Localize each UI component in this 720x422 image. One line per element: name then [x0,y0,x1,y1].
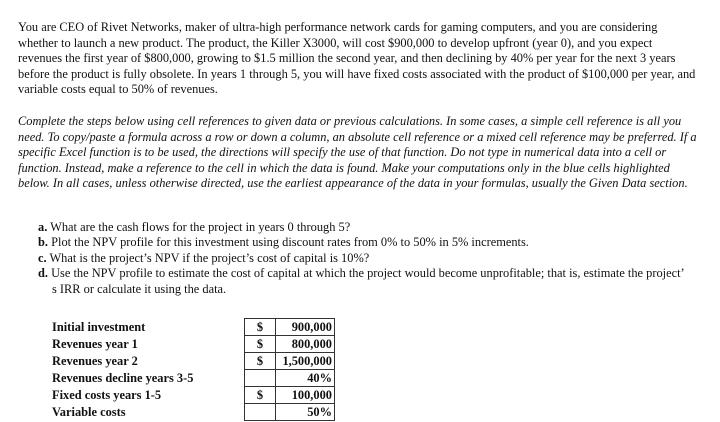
question-d-continuation: s IRR or calculate it using the data. [52,281,227,296]
dollar-sign-cell[interactable]: $ [245,353,276,370]
dollar-sign-cell[interactable]: $ [245,319,276,336]
row-label: Initial investment [52,319,146,334]
table-row [52,387,335,404]
value-cell[interactable]: 50% [276,404,335,421]
empty-dollar-cell[interactable] [245,404,276,421]
dollar-sign-cell[interactable]: $ [245,387,276,404]
row-label: Fixed costs years 1-5 [52,387,162,402]
value-cell[interactable]: 900,000 [276,319,335,336]
row-label: Variable costs [52,404,126,419]
table-row [52,370,335,387]
problem-intro: You are CEO of Rivet Networks, maker of ultra-high performance network cards for gaming computers, and you are considering whether to launch a new product. The product, the Killer X3000, will cost $900,000 to develop upfront (year 0), and you expect revenues the first year of $800,000, growing to $1.5 million the second year, and then declining by 40% per year for the next 3 years before the product is fully obsolete. In years 1 through 5, you will have fixed costs associated with the product of $100,000 per year, and variable costs equal to 50% of revenues. [18,20,696,97]
table-row [52,319,335,336]
table-row [52,353,335,370]
table-row [52,404,335,421]
value-cell[interactable]: 800,000 [276,336,335,353]
question-b: b. Plot the NPV profile for this investment using discount rates from 0% to 50% in 5% increments. [38,235,529,250]
value-cell[interactable]: 1,500,000 [276,353,335,370]
question-c: c. What is the project’s NPV if the project’s cost of capital is 10%? [38,250,370,265]
question-list [38,220,698,297]
value-cell[interactable]: 40% [276,370,335,387]
question-d: d. Use the NPV profile to estimate the cost of capital at which the project would become unprofitable; that is, estimate the project’ [38,266,685,281]
value-cell[interactable]: 100,000 [276,387,335,404]
question-a: a. What are the cash flows for the project in years 0 through 5? [38,220,351,234]
instructions-text: Complete the steps below using cell references to given data or previous calculations. In some cases, a simple cell reference is all you need. To copy/paste a formula across a row or down a column, an absolute cell reference or a mixed cell reference may be preferred. If a specific Excel function is to be used, the directions will specify the use of that function. Do not type in numerical data into a cell or function. Instead, make a reference to the cell in which the data is found. Make your computations only in the blue cells highlighted below. In all cases, unless otherwise directed, use the earliest appearance of the data in your formulas, usually the Given Data section. [18,114,697,191]
given-data-table [52,318,335,421]
empty-dollar-cell[interactable] [245,370,276,387]
dollar-sign-cell[interactable]: $ [245,336,276,353]
row-label: Revenues year 2 [52,353,138,368]
row-label: Revenues decline years 3-5 [52,370,194,385]
row-label: Revenues year 1 [52,336,138,351]
table-row [52,336,335,353]
